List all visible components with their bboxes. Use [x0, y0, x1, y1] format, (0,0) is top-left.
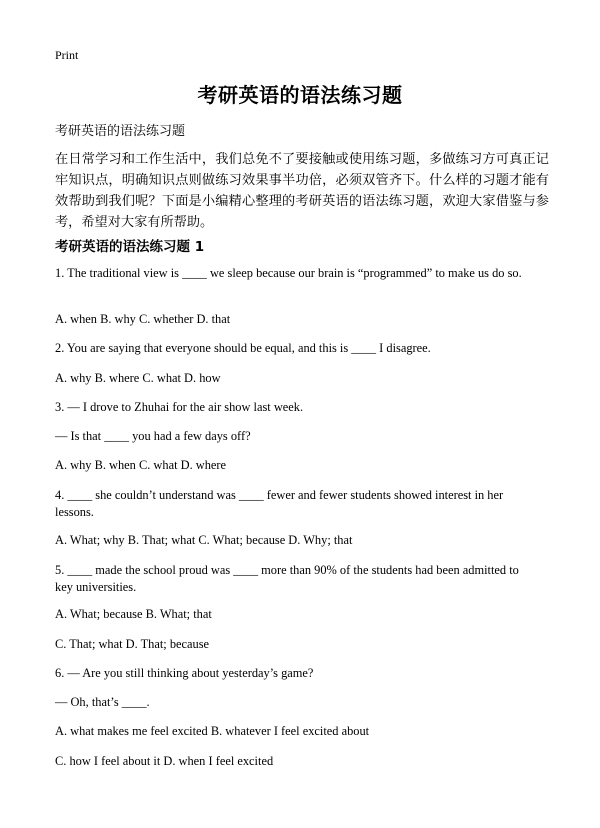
question-5-options-b: C. That; what D. That; because: [55, 637, 210, 651]
print-label: Print: [55, 48, 79, 62]
question-2: 2. You are saying that everyone should be equal, and this is ____ I disagree.: [55, 341, 431, 355]
question-3-options: A. why B. when C. what D. where: [55, 458, 227, 472]
question-6-options-a: A. what makes me feel excited B. whatever I feel excited about: [55, 724, 370, 738]
question-6-prompt: 6. — Are you still thinking about yesterday’s game?: [55, 666, 314, 680]
question-1-options: A. when B. why C. whether D. that: [55, 312, 231, 326]
question-5: 5. ____ made the school proud was ____ more than 90% of the students had been admitted to key universities.: [55, 563, 519, 594]
question-6-options-b: C. how I feel about it D. when I feel excited: [55, 754, 274, 768]
intro-paragraph: 在日常学习和工作生活中，我们总免不了要接触或使用练习题，多做练习方可真正记牢知识点，明确知识点则做练习效果事半功倍，必须双管齐下。什么样的习题才能有效帮助到我们呢？下面是小编精心整理的考研英语的语法练习题，欢迎大家借鉴与参考，希望对大家有所帮助。: [55, 152, 549, 230]
question-3-prompt: 3. — I drove to Zhuhai for the air show last week.: [55, 400, 304, 414]
question-4: 4. ____ she couldn’t understand was ____ fewer and fewer students showed interest in her lessons.: [55, 488, 504, 519]
section-heading: 考研英语的语法练习题 1: [55, 239, 205, 255]
document-subtitle: 考研英语的语法练习题: [55, 124, 186, 139]
question-3-reply: — Is that ____ you had a few days off?: [55, 429, 251, 443]
question-2-options: A. why B. where C. what D. how: [55, 371, 221, 385]
question-5-options-a: A. What; because B. What; that: [55, 607, 212, 621]
document-title: 考研英语的语法练习题: [197, 83, 403, 107]
question-1: 1. The traditional view is ____ we sleep because our brain is “programmed” to make us do so.: [55, 266, 522, 280]
question-6-reply: — Oh, that’s ____.: [55, 695, 150, 709]
question-4-options: A. What; why B. That; what C. What; because D. Why; that: [55, 533, 353, 547]
